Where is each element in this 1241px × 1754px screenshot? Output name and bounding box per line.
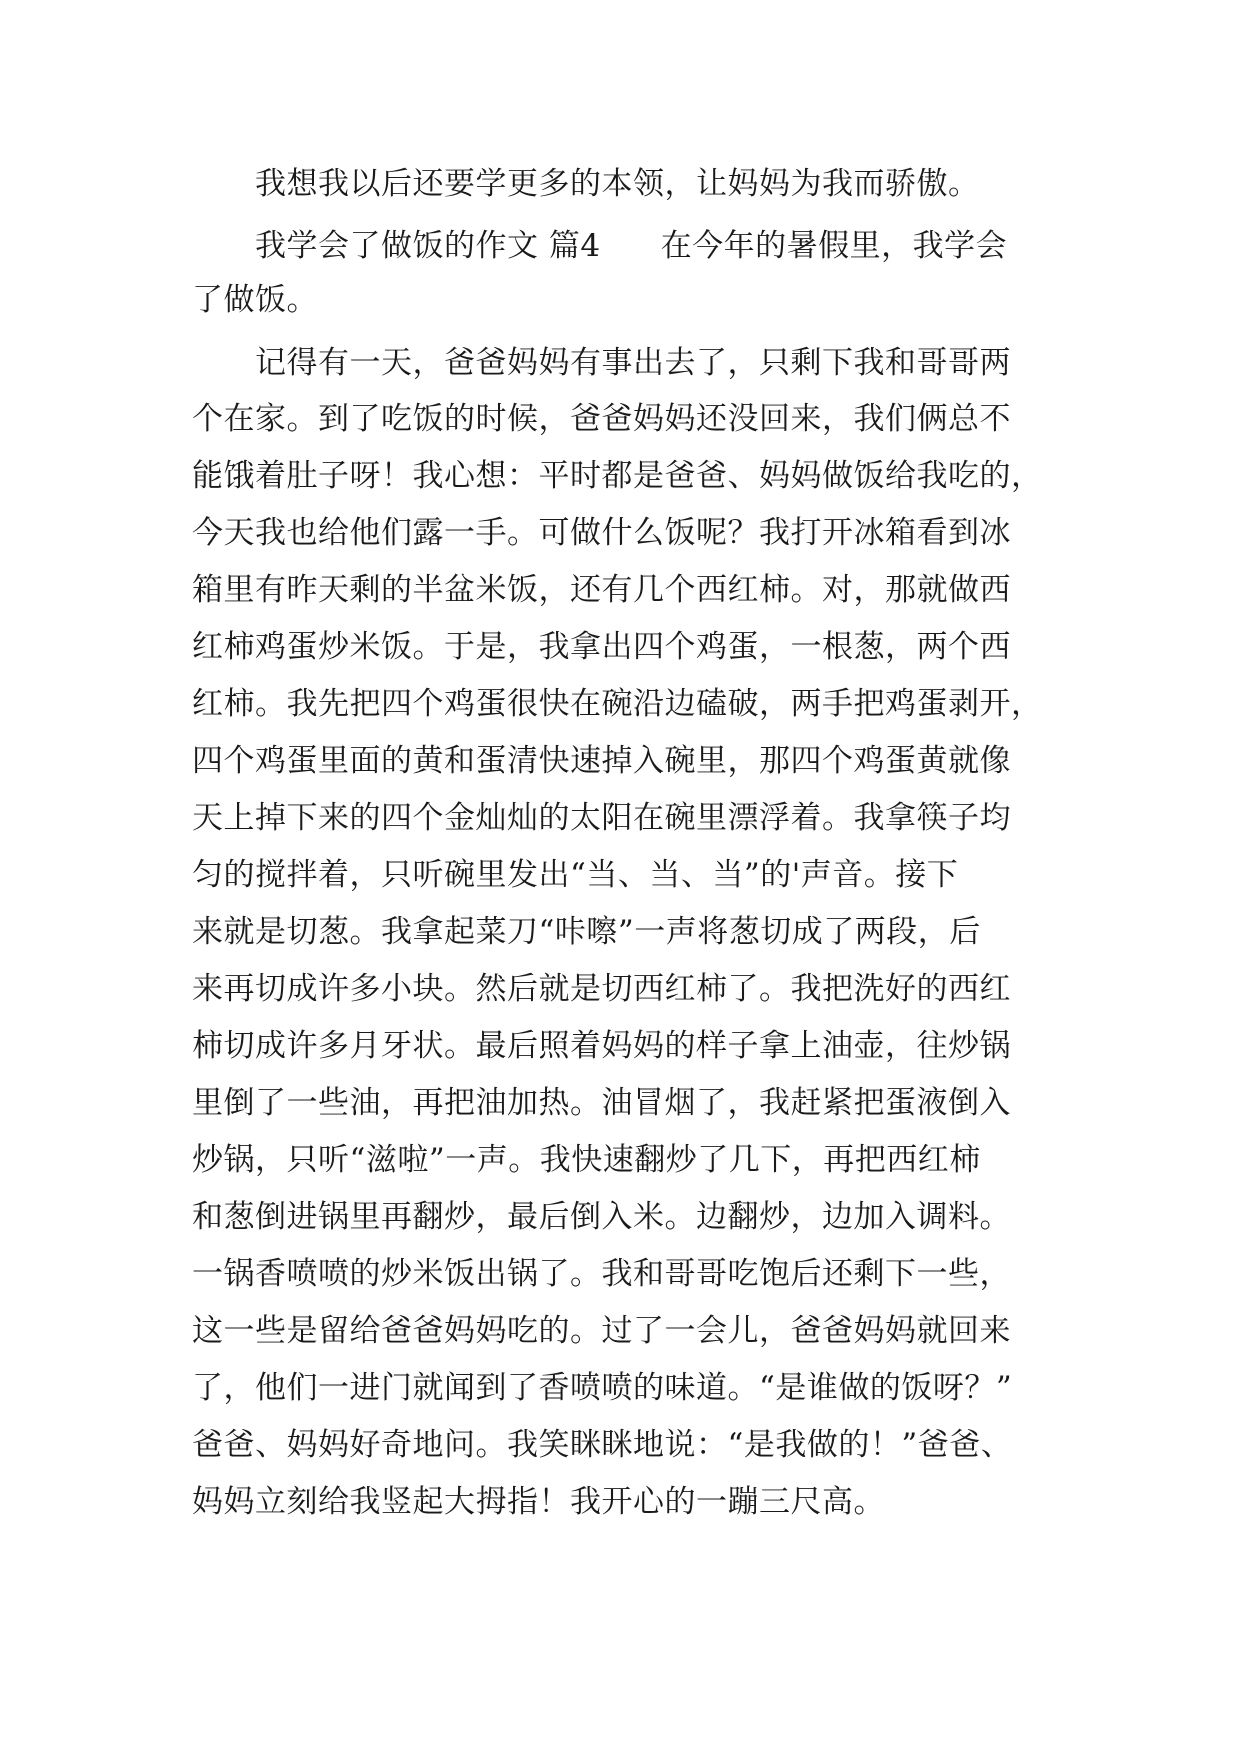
text-line: 箱里有昨天剩的半盆米饭，还有几个西红柿。对，那就做西 [192,572,1011,608]
text-line: 四个鸡蛋里面的黄和蛋清快速掉入碗里，那四个鸡蛋黄就像 [192,743,1011,779]
text-line: 个在家。到了吃饭的时候，爸爸妈妈还没回来，我们俩总不 [192,401,1011,437]
text-line: 来就是切葱。我拿起菜刀“咔嚓”一声将葱切成了两段，后 [192,914,981,950]
text-line: 这一些是留给爸爸妈妈吃的。过了一会儿，爸爸妈妈就回来 [192,1313,1011,1349]
text-segment: 在今年的暑假里，我学会 [660,228,1008,264]
text-line: 里倒了一些油，再把油加热。油冒烟了，我赶紧把蛋液倒入 [192,1085,1011,1121]
text-line: 妈妈立刻给我竖起大拇指！我开心的一蹦三尺高。 [192,1484,885,1520]
text-line: 天上掉下来的四个金灿灿的太阳在碗里漂浮着。我拿筷子均 [192,800,1011,836]
text-line: 了，他们一进门就闻到了香喷喷的味道。“是谁做的饭呀？” [192,1370,1013,1406]
text-line: 今天我也给他们露一手。可做什么饭呢？我打开冰箱看到冰 [192,515,1011,551]
text-line: 红柿。我先把四个鸡蛋很快在碗沿边磕破，两手把鸡蛋剥开， [192,686,1043,722]
text-line: 爸爸、妈妈好奇地问。我笑眯眯地说：“是我做的！”爸爸、 [192,1427,1013,1463]
text-line: 了做饭。 [192,282,318,318]
text-line: 能饿着肚子呀！我心想：平时都是爸爸、妈妈做饭给我吃的， [192,458,1043,494]
text-line: 来再切成许多小块。然后就是切西红柿了。我把洗好的西红 [192,971,1011,1007]
text-line: 红柿鸡蛋炒米饭。于是，我拿出四个鸡蛋，一根葱，两个西 [192,629,1011,665]
text-line-with-heading [255,226,1115,266]
section-heading: 我学会了做饭的作文 篇4 [255,228,601,264]
text-line: 记得有一天，爸爸妈妈有事出去了，只剩下我和哥哥两 [255,345,1011,381]
text-line: 匀的搅拌着，只听碗里发出“当、当、当”的'声音。接下 [192,857,959,893]
text-line: 柿切成许多月牙状。最后照着妈妈的样子拿上油壶，往炒锅 [192,1028,1011,1064]
text-line: 炒锅，只听“滋啦”一声。我快速翻炒了几下，再把西红柿 [192,1142,981,1178]
text-line: 我想我以后还要学更多的本领，让妈妈为我而骄傲。 [255,166,980,202]
text-line: 和葱倒进锅里再翻炒，最后倒入米。边翻炒，边加入调料。 [192,1199,1011,1235]
text-line: 一锅香喷喷的炒米饭出锅了。我和哥哥吃饱后还剩下一些， [192,1256,1011,1292]
